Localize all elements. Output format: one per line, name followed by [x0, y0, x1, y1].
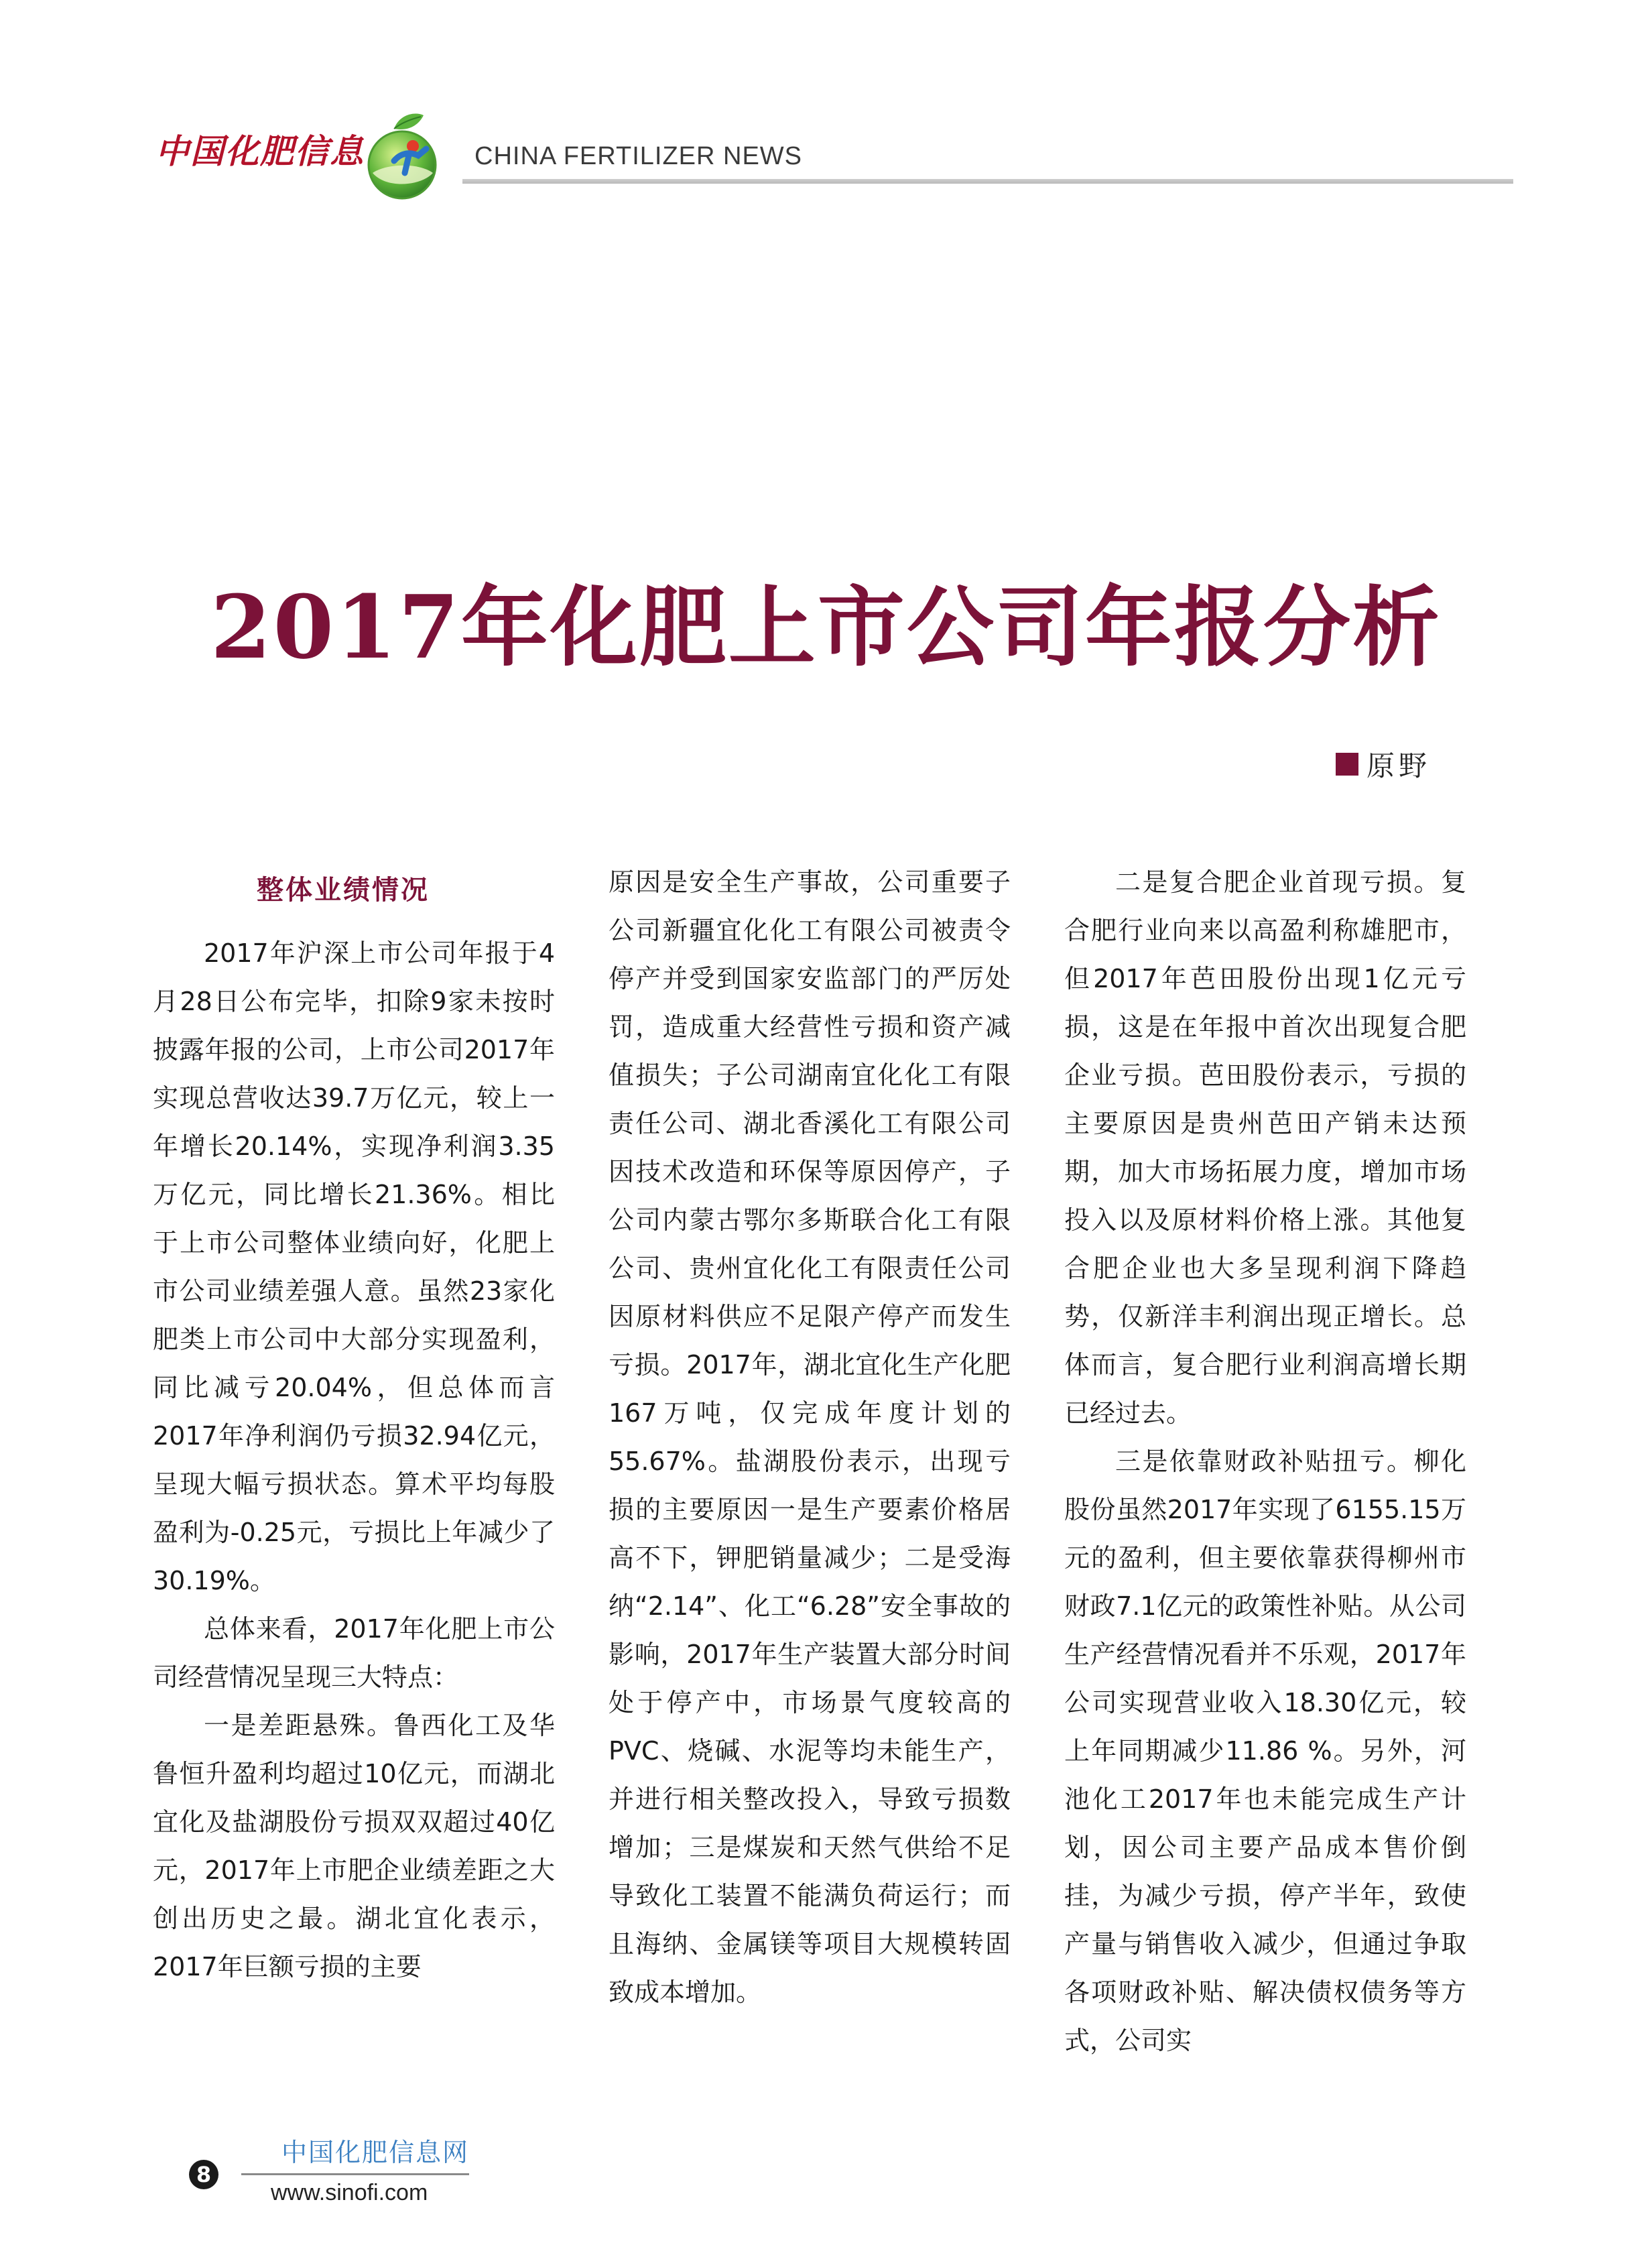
footer-site-name: 中国化肥信息网 [281, 2138, 470, 2167]
article-column-3 [1064, 858, 1466, 2065]
header-divider [462, 179, 1513, 184]
square-bullet-icon [1336, 753, 1358, 776]
article-column-1 [153, 859, 555, 1991]
paragraph: 2017年沪深上市公司年报于4月28日公布完毕，扣除9家未按时披露年报的公司，上市公司2017年实现总营收达39.7万亿元，较上一年增长20.14%，实现净利润3.35万亿元，同比增长21.36%。相比于上市公司整体业绩向好，化肥上市公司业绩差强人意。虽然23家化肥类上市公司中大部分实现盈利，同比减亏20.04%，但总体而言2017年净利润仍亏损32.94亿元，呈现大幅亏损状态。算术平均每股盈利为-0.25元，亏损比上年减少了30.19%。 [153, 938, 555, 1595]
masthead-chinese: 中国化肥信息 [155, 131, 365, 171]
author-name: 原野 [1366, 749, 1431, 782]
footer-site-url[interactable]: www.sinofi.com [271, 2180, 428, 2205]
byline [1336, 744, 1431, 784]
footer-divider [241, 2173, 469, 2175]
paragraph: 三是依靠财政补贴扭亏。柳化股份虽然2017年实现了6155.15万元的盈利，但主要依靠获得柳州市财政7.1亿元的政策性补贴。从公司生产经营情况看并不乐观，2017年公司实现营业收入18.30亿元，较上年同期减少11.86 %。另外，河池化工2017年也未能完成生产计划，因公司主要产品成本售价倒挂，为减少亏损，停产半年，致使产量与销售收入减少，但通过争取各项财政补贴、解决债权债务等方式，公司实 [1064, 1447, 1466, 2055]
section-heading: 整体业绩情况 [257, 875, 430, 906]
article-title: 2017年化肥上市公司年报分析 [210, 576, 1442, 678]
leaf-globe-person-icon [354, 109, 454, 202]
paragraph: 一是差距悬殊。鲁西化工及华鲁恒升盈利均超过10亿元，而湖北宜化及盐湖股份亏损双双超过40亿元，2017年上市肥企业绩差距之大创出历史之最。湖北宜化表示，2017年巨额亏损的主要 [153, 1711, 555, 1981]
paragraph: 二是复合肥企业首现亏损。复合肥行业向来以高盈利称雄肥市，但2017年芭田股份出现1亿元亏损，这是在年报中首次出现复合肥企业亏损。芭田股份表示，亏损的主要原因是贵州芭田产销未达预期，加大市场拓展力度，增加市场投入以及原材料价格上涨。其他复合肥企业也大多呈现利润下降趋势，仅新洋丰利润出现正增长。总体而言，复合肥行业利润高增长期已经过去。 [1064, 867, 1466, 1428]
article-column-2 [609, 858, 1011, 2016]
masthead-english: CHINA FERTILIZER NEWS [474, 142, 803, 170]
paragraph: 总体来看，2017年化肥上市公司经营情况呈现三大特点： [153, 1614, 555, 1692]
paragraph: 原因是安全生产事故，公司重要子公司新疆宜化化工有限公司被责令停产并受到国家安监部门的严厉处罚，造成重大经营性亏损和资产减值损失；子公司湖南宜化化工有限责任公司、湖北香溪化工有限公司因技术改造和环保等原因停产，子公司内蒙古鄂尔多斯联合化工有限公司、贵州宜化化工有限责任公司因原材料供应不足限产停产而发生亏损。2017年，湖北宜化生产化肥167万吨，仅完成年度计划的55.67%。盐湖股份表示，出现亏损的主要原因一是生产要素价格居高不下，钾肥销量减少；二是受海纳“2.14”、化工“6.28”安全事故的影响，2017年生产装置大部分时间处于停产中，市场景气度较高的PVC、烧碱、水泥等均未能生产，并进行相关整改投入，导致亏损数增加；三是煤炭和天然气供给不足导致化工装置不能满负荷运行；而且海纳、金属镁等项目大规模转固致成本增加。 [609, 867, 1011, 2007]
page-number: 8 [189, 2160, 218, 2189]
